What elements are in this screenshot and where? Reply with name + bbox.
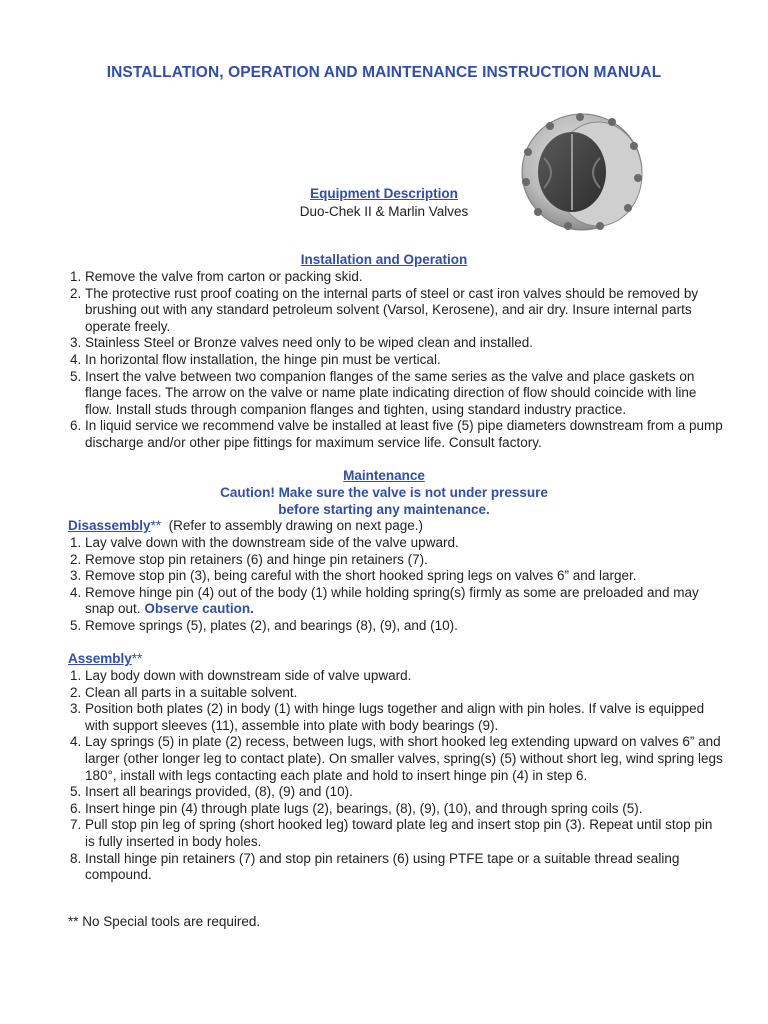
assembly-heading: Assembly bbox=[68, 651, 132, 666]
disassembly-note: (Refer to assembly drawing on next page.) bbox=[168, 518, 423, 533]
caution-line-2: before starting any maintenance. bbox=[278, 502, 490, 517]
list-item: 4. Lay springs (5) in plate (2) recess, between lugs, with short hooked leg extending upward on valves 6” and larger (other longer leg to contact plate). On smaller valves, spring(s) (5) without short leg, wind spring legs 180°, install with legs contacting each plate and hold to insert hinge pin (4) in step 6. bbox=[85, 734, 725, 784]
footnote: ** No Special tools are required. bbox=[68, 914, 261, 929]
assembly-title-row bbox=[68, 651, 142, 668]
list-item-text: Remove hinge pin (4) out of the body (1) while holding spring(s) firmly as some are preloaded and may snap out. bbox=[85, 584, 699, 617]
list-item: 3. Stainless Steel or Bronze valves need only to be wiped clean and installed. bbox=[85, 335, 725, 352]
list-item: 8. Install hinge pin retainers (7) and stop pin retainers (6) using PTFE tape or a suitable thread sealing compound. bbox=[85, 851, 725, 884]
list-item: 5. Insert all bearings provided, (8), (9) and (10). bbox=[85, 784, 725, 801]
disassembly-list bbox=[68, 535, 725, 635]
list-item: 4. In horizontal flow installation, the hinge pin must be vertical. bbox=[85, 352, 725, 369]
list-item: 2. The protective rust proof coating on the internal parts of steel or cast iron valves should be removed by brushing out with any standard petroleum solvent (Varsol, Kerosene), and air dry. Insure internal parts operate freely. bbox=[85, 286, 725, 336]
disassembly-heading: Disassembly bbox=[68, 518, 151, 533]
disassembly-stars: ** bbox=[150, 518, 162, 533]
installation-list bbox=[68, 269, 725, 452]
assembly-stars: ** bbox=[131, 651, 143, 666]
list-item: 5. Remove springs (5), plates (2), and bearings (8), (9), and (10). bbox=[85, 618, 725, 635]
maintenance-heading: Maintenance bbox=[343, 468, 425, 483]
list-item: 1. Lay valve down with the downstream side of the valve upward. bbox=[85, 535, 725, 552]
list-item bbox=[85, 585, 725, 618]
list-item: 6. Insert hinge pin (4) through plate lugs (2), bearings, (8), (9), (10), and through spring coils (5). bbox=[85, 801, 725, 818]
list-item: 1. Lay body down with downstream side of valve upward. bbox=[85, 668, 725, 685]
disassembly-title-row bbox=[68, 518, 423, 535]
assembly-list bbox=[68, 668, 725, 884]
list-item: 7. Pull stop pin leg of spring (short hooked leg) toward plate leg and insert stop pin (3). Repeat until stop pin is fully inserted in body holes. bbox=[85, 817, 725, 850]
caution-line-1: Caution! Make sure the valve is not under pressure bbox=[220, 485, 548, 500]
list-item: 3. Remove stop pin (3), being careful with the short hooked spring legs on valves 6” and larger. bbox=[85, 568, 725, 585]
equipment-subtitle: Duo-Chek II & Marlin Valves bbox=[299, 204, 469, 219]
list-item: 2. Clean all parts in a suitable solvent. bbox=[85, 685, 725, 702]
page-title: INSTALLATION, OPERATION AND MAINTENANCE INSTRUCTION MANUAL bbox=[106, 64, 662, 81]
equipment-heading: Equipment Description bbox=[310, 186, 458, 201]
list-item: 5. Insert the valve between two companion flanges of the same series as the valve and place gaskets on flange faces. The arrow on the valve or name plate indicating direction of flow should coincide with line flow. Install studs through companion flanges and tighten, using standard industry practice. bbox=[85, 369, 725, 419]
list-item: 1. Remove the valve from carton or packing skid. bbox=[85, 269, 725, 286]
list-item: 3. Position both plates (2) in body (1) with hinge lugs together and align with pin holes. If valve is equipped with support sleeves (11), assemble into plate with body bearings (9). bbox=[85, 701, 725, 734]
list-item: 2. Remove stop pin retainers (6) and hinge pin retainers (7). bbox=[85, 552, 725, 569]
observe-caution: Observe caution. bbox=[144, 601, 254, 617]
list-item: 6. In liquid service we recommend valve be installed at least five (5) pipe diameters downstream from a pump discharge and/or other pipe fittings for maximum service life. Consult factory. bbox=[85, 418, 725, 451]
installation-heading: Installation and Operation bbox=[300, 252, 468, 267]
